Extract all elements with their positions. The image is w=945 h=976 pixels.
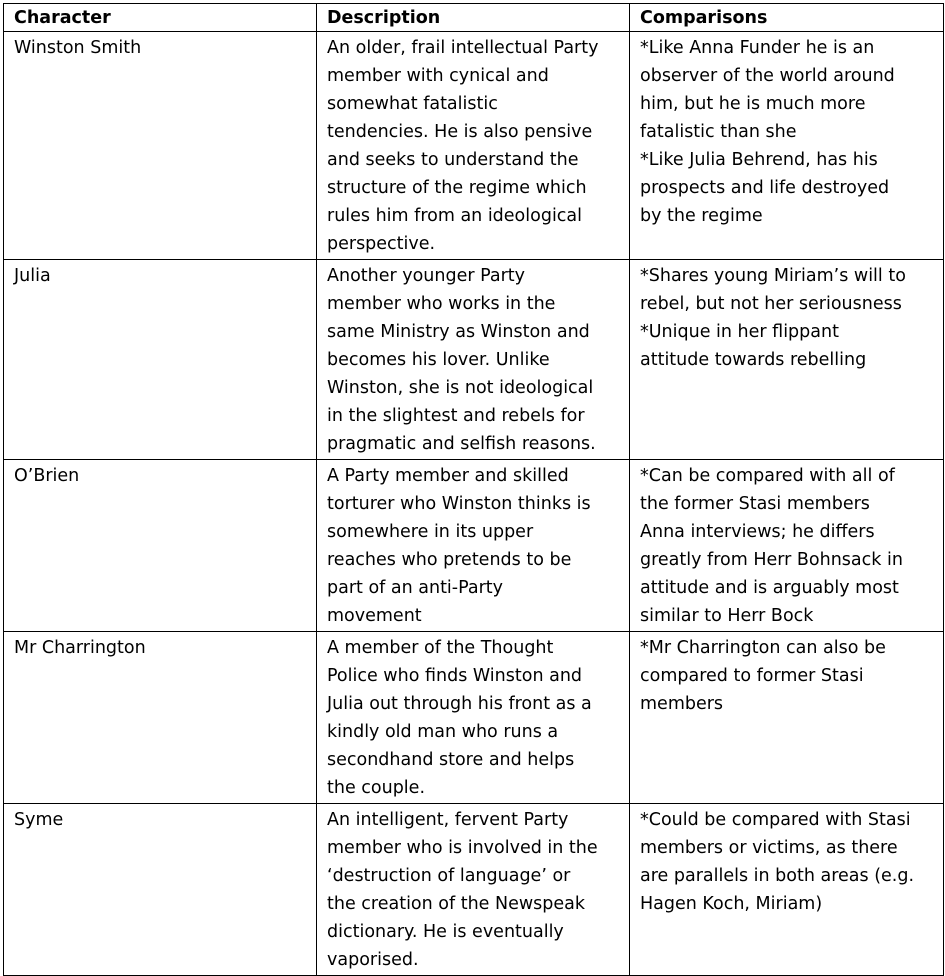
description-line: the couple. [327,778,426,798]
comparison-line: greatly from Herr Bohnsack in [640,550,903,570]
comparison-line: similar to Herr Bock [640,606,814,626]
comparison-line: fatalistic than she [640,122,797,142]
comparison-line: by the regime [640,206,763,226]
character-cell [4,32,317,260]
description-line: perspective. [327,234,436,254]
comparison-line: members [640,694,724,714]
description-line: member who works in the [327,294,556,314]
description-cell [317,460,630,632]
comparisons-cell [630,632,944,804]
comparisons-cell [630,32,944,260]
comparison-line: compared to former Stasi [640,666,864,686]
description-line: part of an anti-Party [327,578,504,598]
description-line: dictionary. He is eventually [327,922,564,942]
header-comparisons: Comparisons [630,4,944,32]
comparison-line: *Could be compared with Stasi [640,810,911,830]
character-name: Winston Smith [14,38,142,58]
description-line: somewhat fatalistic [327,94,498,114]
description-cell [317,804,630,976]
description-line: Winston, she is not ideological [327,378,594,398]
comparison-line: *Can be compared with all of [640,466,895,486]
table-row [4,804,944,976]
comparison-line: him, but he is much more [640,94,866,114]
comparisons-cell [630,460,944,632]
comparison-line: observer of the world around [640,66,895,86]
description-line: reaches who pretends to be [327,550,572,570]
table-row [4,32,944,260]
description-line: tendencies. He is also pensive [327,122,593,142]
table-row [4,460,944,632]
comparison-line: are parallels in both areas (e.g. [640,866,915,886]
description-cell [317,32,630,260]
description-line: vaporised. [327,950,419,970]
description-line: An intelligent, fervent Party [327,810,569,830]
table-row [4,260,944,460]
description-line: A Party member and skilled [327,466,569,486]
table-row [4,632,944,804]
description-line: and seeks to understand the [327,150,579,170]
description-line: the creation of the Newspeak [327,894,586,914]
comparison-line: *Like Julia Behrend, has his [640,150,878,170]
character-comparison-table [3,3,944,976]
description-line: A member of the Thought [327,638,554,658]
description-line: Another younger Party [327,266,526,286]
description-line: becomes his lover. Unlike [327,350,550,370]
comparison-line: *Mr Charrington can also be [640,638,886,658]
header-character: Character [4,4,317,32]
comparison-line: Hagen Koch, Miriam) [640,894,823,914]
description-line: movement [327,606,422,626]
character-cell [4,632,317,804]
character-name: Julia [14,266,51,286]
description-line: structure of the regime which [327,178,587,198]
character-cell [4,260,317,460]
description-line: in the slightest and rebels for [327,406,585,426]
description-line: ‘destruction of language’ or [327,866,571,886]
description-line: pragmatic and selfish reasons. [327,434,596,454]
comparison-line: Anna interviews; he differs [640,522,875,542]
character-cell [4,460,317,632]
description-line: same Ministry as Winston and [327,322,590,342]
character-name: Mr Charrington [14,638,146,658]
description-line: member with cynical and [327,66,549,86]
comparison-line: *Unique in her flippant [640,322,839,342]
comparison-line: prospects and life destroyed [640,178,890,198]
comparisons-cell [630,804,944,976]
comparison-line: members or victims, as there [640,838,898,858]
description-line: secondhand store and helps [327,750,575,770]
character-name: Syme [14,810,64,830]
comparison-line: attitude towards rebelling [640,350,867,370]
description-line: somewhere in its upper [327,522,534,542]
description-line: Julia out through his front as a [327,694,592,714]
comparison-line: *Shares young Miriam’s will to [640,266,906,286]
description-line: kindly old man who runs a [327,722,559,742]
table-header-row [4,4,944,32]
description-line: member who is involved in the [327,838,598,858]
comparison-line: rebel, but not her seriousness [640,294,902,314]
description-cell [317,260,630,460]
description-cell [317,632,630,804]
character-cell [4,804,317,976]
description-line: rules him from an ideological [327,206,583,226]
header-description: Description [317,4,630,32]
comparison-line: *Like Anna Funder he is an [640,38,875,58]
character-name: O’Brien [14,466,80,486]
description-line: An older, frail intellectual Party [327,38,599,58]
comparison-line: the former Stasi members [640,494,870,514]
comparison-line: attitude and is arguably most [640,578,899,598]
description-line: torturer who Winston thinks is [327,494,591,514]
description-line: Police who finds Winston and [327,666,583,686]
comparisons-cell [630,260,944,460]
